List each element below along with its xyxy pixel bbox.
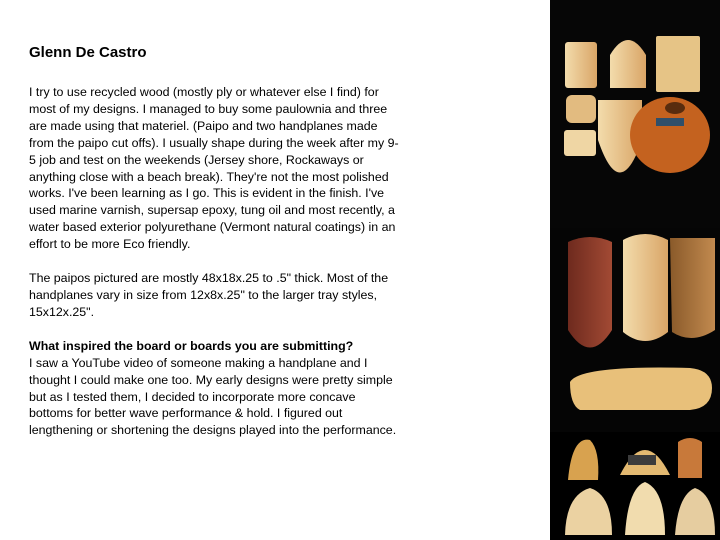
article-text xyxy=(29,44,399,456)
question-heading: What inspired the board or boards you are submitting? xyxy=(29,338,354,353)
photo-paipos xyxy=(550,228,720,432)
photo-handplanes-top xyxy=(550,0,720,228)
dimensions-paragraph: The paipos pictured are mostly 48x18x.25 to .5" thick. Most of the handplanes vary in size from 12x8x.25" to the larger tray styles, 15x12x.25". xyxy=(29,271,389,319)
board-photo-collage xyxy=(550,0,720,540)
board-photos xyxy=(550,0,720,540)
photo-handplanes-bottom xyxy=(550,432,720,540)
question-block xyxy=(29,338,399,439)
intro-paragraph: I try to use recycled wood (mostly ply or whatever else I find) for most of my designs. I managed to buy some paulownia and three are made using that materiel. (Paipo and two handplanes made from the paipo cut offs). I usually shape during the week after my 9-5 job and test on the weekends (Jersey shore, Rockaways or anything close with a beach break). They're not the most polished works. I've been learning as I go. This is evident in the finish. I've used marine varnish, supersap epoxy, tung oil and most recently, a water based exterior polyurethane (Vermont natural coatings) in an effort to be more Eco friendly. xyxy=(29,85,399,252)
answer-text: I saw a YouTube video of someone making a handplane and I thought I could make one too. My early designs were pretty simple but as I tested them, I decided to incorporate more concave bottoms for better wave performance & hold. I figured out lengthening or shortening the designs played into the performance. xyxy=(29,355,397,438)
author-name: Glenn De Castro xyxy=(29,44,147,61)
